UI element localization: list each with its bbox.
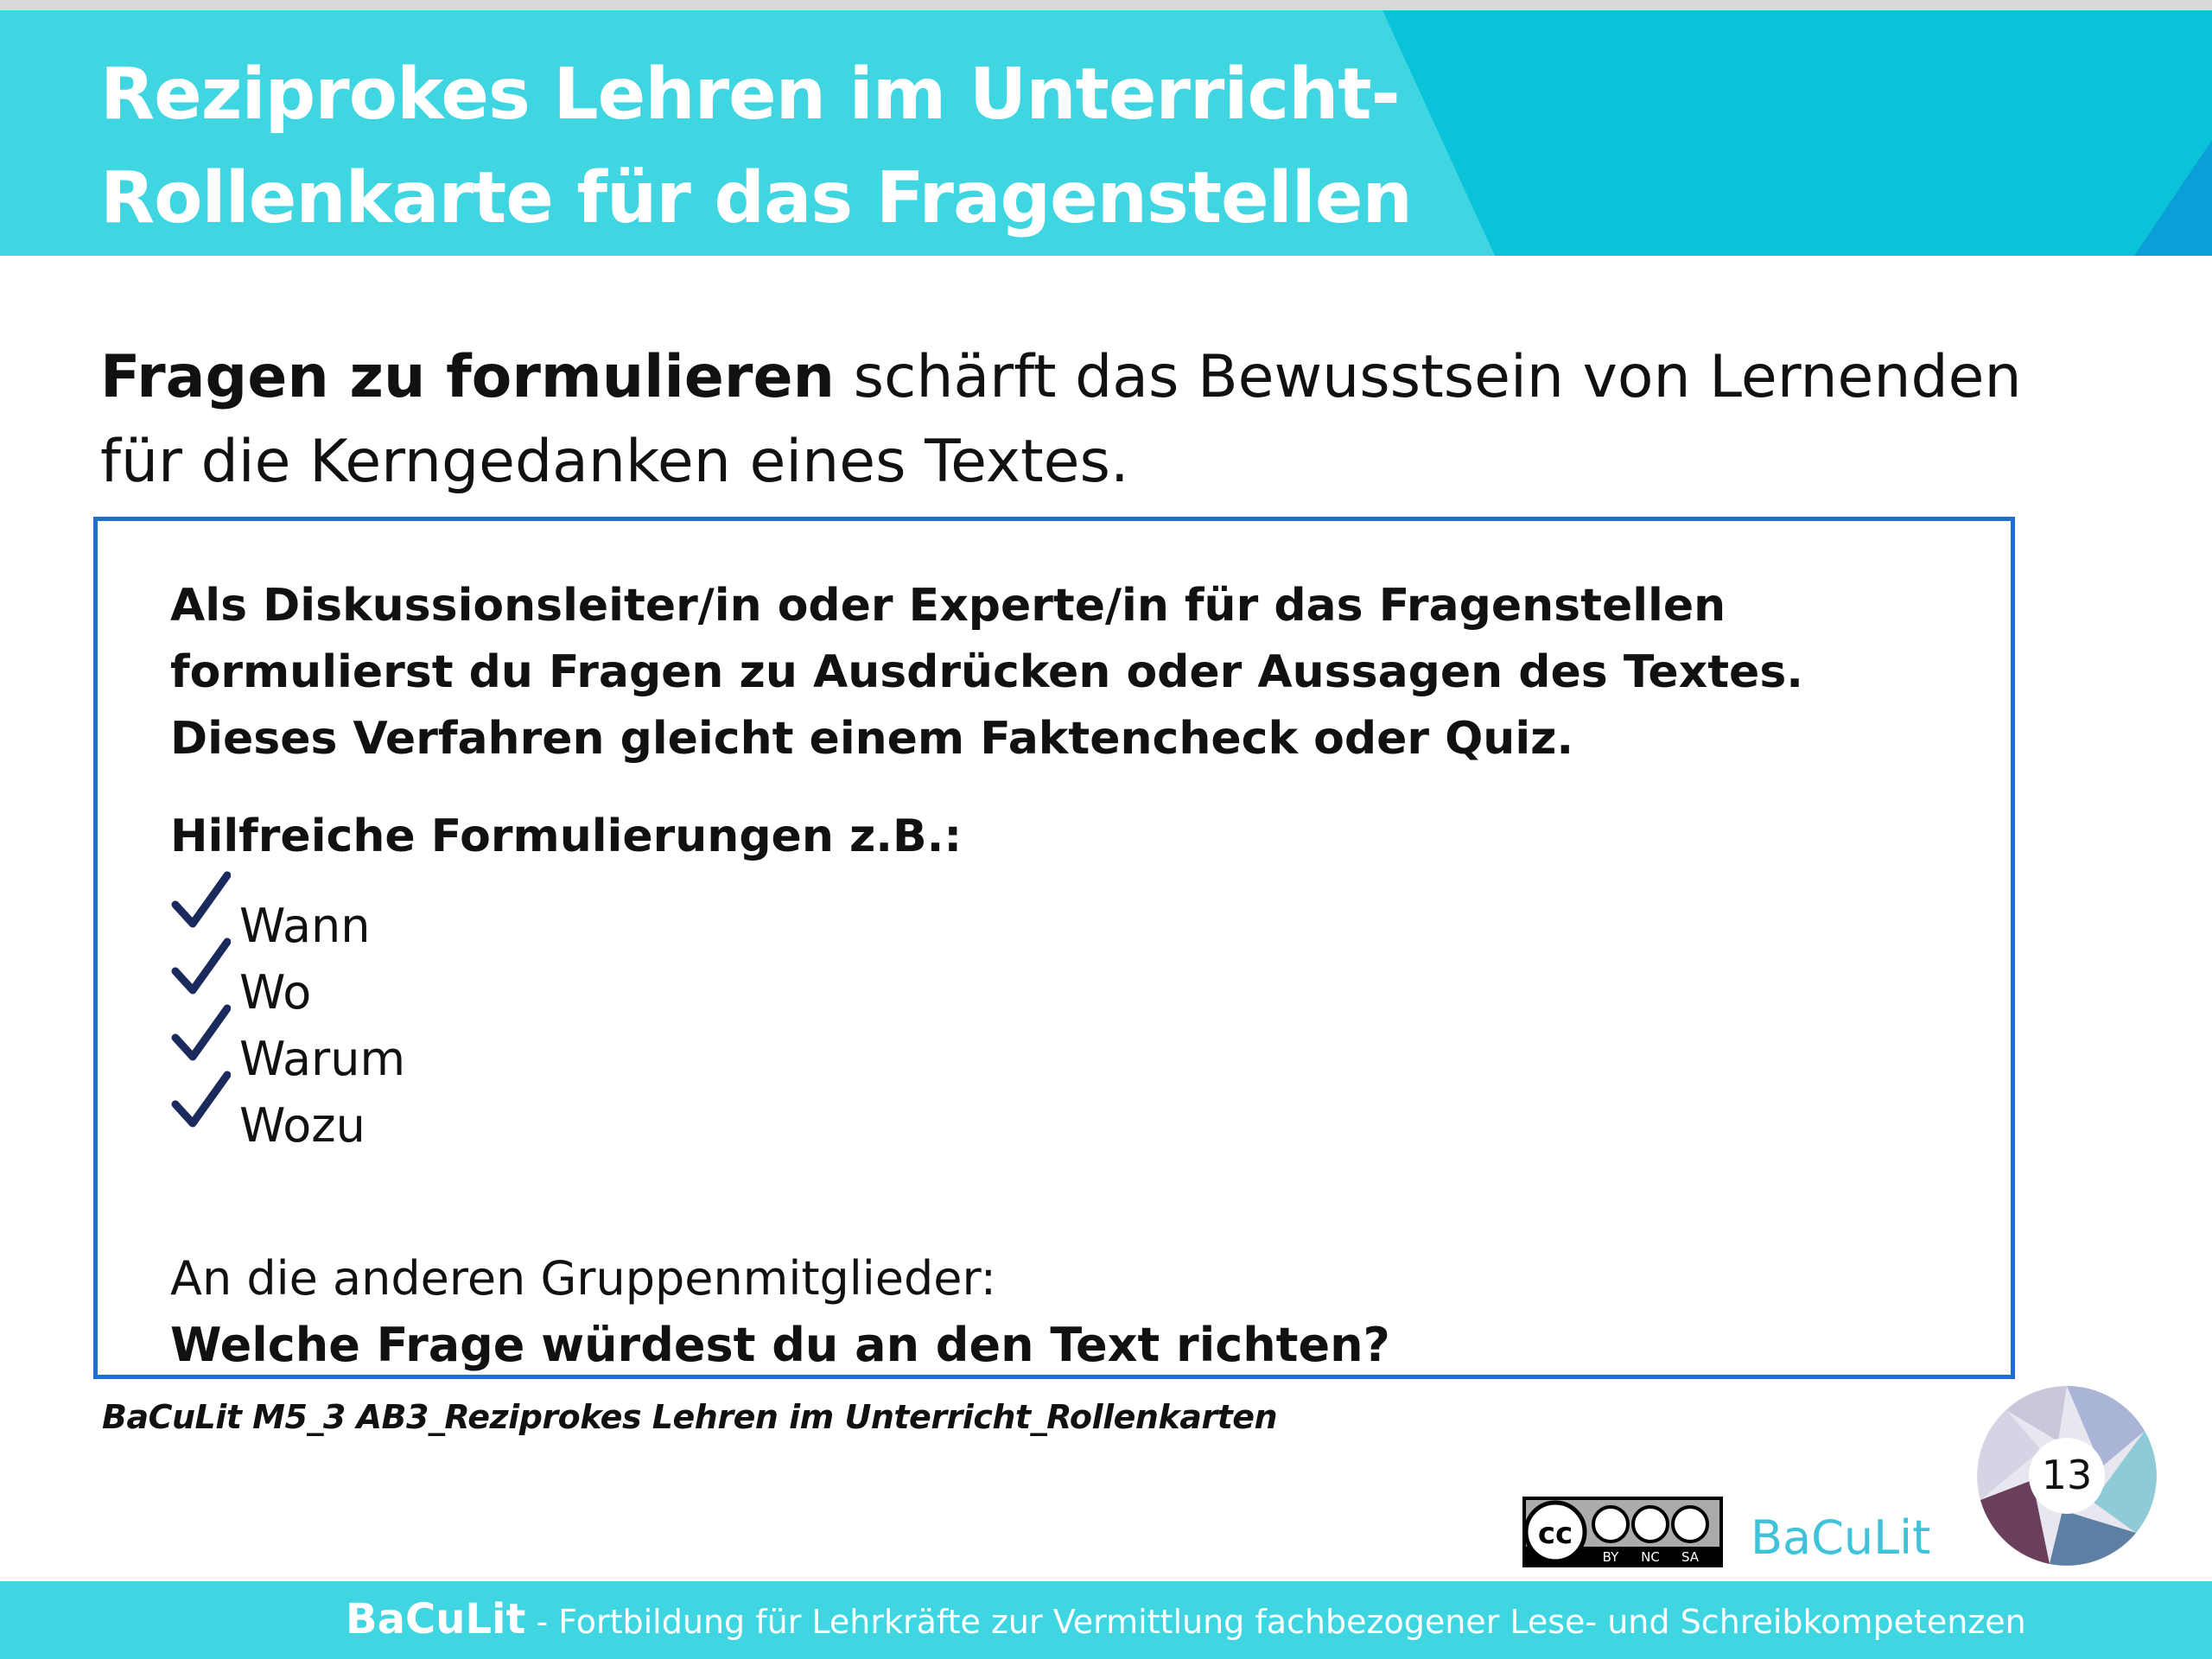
license-by: BY [1602,1549,1619,1565]
role-card [93,517,2015,1379]
creative-commons-icon[interactable] [1522,1497,1723,1567]
cc-label: cc [1537,1516,1573,1551]
role-description: Als Diskussionsleiter/in oder Experte/in für das Fragenstellen formulierst du Fragen zu Ausdrücken oder Aussagen des Textes. Dieses Verfahren gleicht einem Faktencheck oder Quiz. [170,580,1804,765]
footer-tagline: - Fortbildung für Lehrkräfte zur Vermittlung fachbezogener Lese- und Schreibkompetenzen [525,1603,2026,1641]
checkmark-icon [170,1003,231,1065]
brand-label: BaCuLit [1751,1510,1931,1565]
footer-bar [0,1581,2212,1659]
title-line-2: Rollenkarte für das Fragenstellen [100,157,1412,239]
footer-text [346,1593,2026,1648]
list-item [170,1026,1967,1092]
checkmark-icon [170,937,231,999]
intro-paragraph [100,335,2122,505]
checkmark-icon [170,1070,231,1132]
intro-bold: Fragen zu formulieren [100,343,835,411]
page-number: 13 [2041,1452,2093,1498]
license-nc: NC [1641,1549,1660,1565]
list-item [170,893,1967,959]
question-prompt: Welche Frage würdest du an den Text richten? [170,1318,1390,1372]
list-item-label: Warum [239,1032,406,1086]
list-item-label: Wann [239,899,371,953]
question-lead: An die anderen Gruppenmitglieder: [170,1251,996,1306]
source-reference: BaCuLit M5_3 AB3_Reziprokes Lehren im Unterricht_Rollenkarten [102,1398,1278,1436]
checkmark-icon [170,870,231,932]
title-line-1: Reziprokes Lehren im Unterricht- [100,54,1400,136]
intro-rest: schärft das Bewusstsein von Lernenden für die Kerngedanken eines Textes. [100,343,2022,496]
license-sa: SA [1681,1549,1700,1565]
list-item-label: Wozu [239,1098,365,1153]
header-banner [0,10,2212,256]
top-edge [0,0,2212,10]
page-title [100,43,1412,251]
list-item [170,959,1967,1026]
list-item [170,1092,1967,1159]
list-item-label: Wo [239,965,312,1020]
helper-heading: Hilfreiche Formulierungen z.B.: [170,810,963,862]
footer-brand: BaCuLit [346,1595,526,1643]
question-word-list [170,893,1967,1159]
